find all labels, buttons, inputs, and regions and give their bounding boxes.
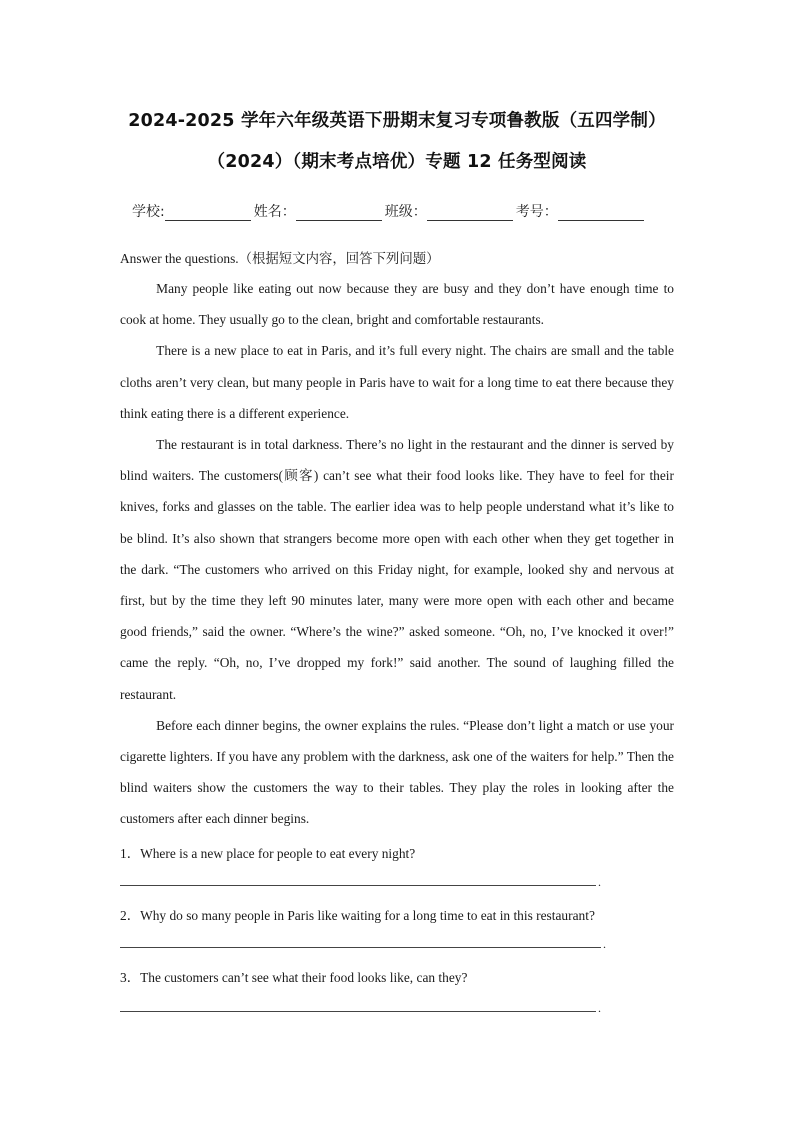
paragraph: The restaurant is in total darkness. There’s no light in the restaurant and the dinner is served by blind waiters. The customers(顾客) can’t see what their food looks like. They have to feel for their knives, forks and glasses on the table. The earlier idea was to help people understand what it’s like to be blind. It’s also shown that strangers become more open with each other when they get together in the dark. “The customers who arrived on this Friday night, for example, looked shy and nervous at first, but by the time they left 90 minutes later, many were more open with each other and became good friends,” said the owner. “Where’s the wine?” asked someone. “Oh, no, I’ve knocked it over!” came the reply. “Oh, no, I’ve dropped my fork!” said another. The sound of laughing filled the restaurant. [120,437,674,702]
answer-line-1[interactable] [120,871,601,889]
name-field[interactable] [296,206,382,221]
student-info-row [132,201,647,221]
answer-period: . [598,875,601,889]
paragraph: Before each dinner begins, the owner explains the rules. “Please don’t light a match or use your cigarette lighters. If you have any problem with the darkness, ask one of the waiters for help.” Then the blind waiters show the customers the way to their tables. They play the roles in looking after the customers after each dinner begins. [120,717,674,827]
class-label: 班级： [384,204,427,220]
question-2: 2．Why do so many people in Paris like waiting for a long time to eat in this restaurant? [120,908,595,923]
number-label: 考号： [515,204,558,220]
answer-line-3[interactable] [120,997,601,1015]
reading-passage [120,273,674,835]
name-label: 姓名： [253,204,296,220]
school-label: 学校: [132,204,165,220]
instruction: Answer the questions.（根据短文内容，回答下列问题） [120,251,440,266]
title-line-1: 2024-2025 学年六年级英语下册期末复习专项鲁教版（五四学制） [128,111,666,131]
school-field[interactable] [165,206,251,221]
paragraph: There is a new place to eat in Paris, and it’s full every night. The chairs are small and the table cloths aren’t very clean, but many people in Paris have to wait for a long time to eat there because they think eating there is a different experience. [120,343,674,421]
number-field[interactable] [558,206,644,221]
answer-period: . [603,937,606,951]
class-field[interactable] [427,206,513,221]
answer-period: . [598,1001,601,1015]
title-line-2: （2024）（期末考点培优）专题 12 任务型阅读 [207,152,587,172]
question-3: 3．The customers can’t see what their food looks like, can they? [120,970,468,985]
answer-line-2[interactable] [120,933,606,951]
paragraph: Many people like eating out now because they are busy and they don’t have enough time to cook at home. They usually go to the clean, bright and comfortable restaurants. [120,281,674,328]
question-1: 1．Where is a new place for people to eat every night? [120,846,416,861]
